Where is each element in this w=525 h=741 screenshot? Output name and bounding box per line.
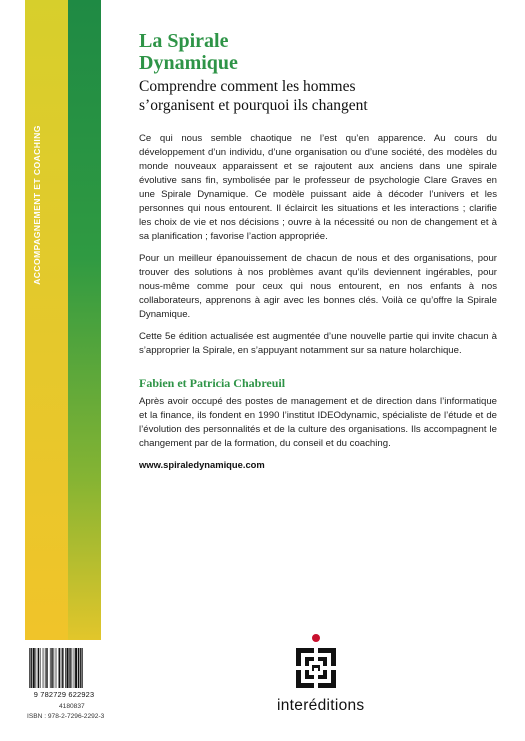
title-line-2: Dynamique [139, 52, 238, 74]
publisher-logo-dot [312, 634, 320, 642]
book-description [139, 132, 497, 366]
barcode [27, 646, 101, 708]
book-title [139, 30, 238, 74]
barcode-bars [27, 646, 101, 690]
collection-label: ACCOMPAGNEMENT ET COACHING [32, 125, 42, 285]
barcode-digits: 9 782729 622923 [33, 690, 95, 699]
book-subtitle [139, 78, 368, 115]
description-paragraph-1: Ce qui nous semble chaotique ne l’est qu’en apparence. Au cours du développement d’un individu, d’une organisation ou d’une société, des modèles du monde nouveaux apparaissent et se rajoutent aux anciens dans une spirale évolutive sans fin, symbolisée par le professeur de psychologie Clare Graves en une Spirale Dynamique. Ce modèle puissant aide à décoder l’univers et les personnes qui nous entourent. Il éclaircit les situations et les interactions ; clarifie les choix de vie et nos décisions ; ouvre à la nécessité ou non de changement et à sa planification ; favorise l’action appropriée. [139, 133, 497, 242]
website-link[interactable]: www.spiraledynamique.com [139, 459, 265, 470]
title-line-1: La Spirale [139, 30, 229, 52]
subtitle-line-2: s’organisent et pourquoi ils changent [139, 96, 368, 114]
subtitle-line-1: Comprendre comment les hommes [139, 78, 356, 95]
author-bio [139, 395, 497, 459]
spine-band-yellow [25, 0, 68, 640]
reference-code: 4180837 [59, 703, 85, 710]
author-bio-paragraph: Après avoir occupé des postes de management et de direction dans l’informatique et la finance, ils fondent en 1990 l’institut IDEOdynamic, spécialiste de l’étude et de l’évolution des personnalités et de la culture des organisations. Ils accompagnent le changement par de la formation, du conseil et du coaching. [139, 396, 497, 449]
author-names: Fabien et Patricia Chabreuil [139, 376, 286, 390]
spine-band-green [68, 0, 101, 640]
publisher-logo-icon [296, 648, 336, 688]
isbn-number: ISBN : 978-2-7296-2292-3 [27, 713, 105, 720]
publisher-name: interéditions [277, 697, 365, 714]
description-paragraph-3: Cette 5e édition actualisée est augmentée d’une nouvelle partie qui invite chacun à s’approprier la Spirale, en s’appuyant notamment sur sa nature holarchique. [139, 331, 497, 356]
description-paragraph-2: Pour un meilleur épanouissement de chacun de nous et des organisations, pour trouver des solutions à nos problèmes avant qu’ils deviennent ingérables, pour nous-même comme pour ceux qui nous entourent, en nos enfants à nos collaborateurs, apprenons à agir avec les bonnes clés. Voilà ce qu’offre la Spirale Dynamique. [139, 253, 497, 320]
